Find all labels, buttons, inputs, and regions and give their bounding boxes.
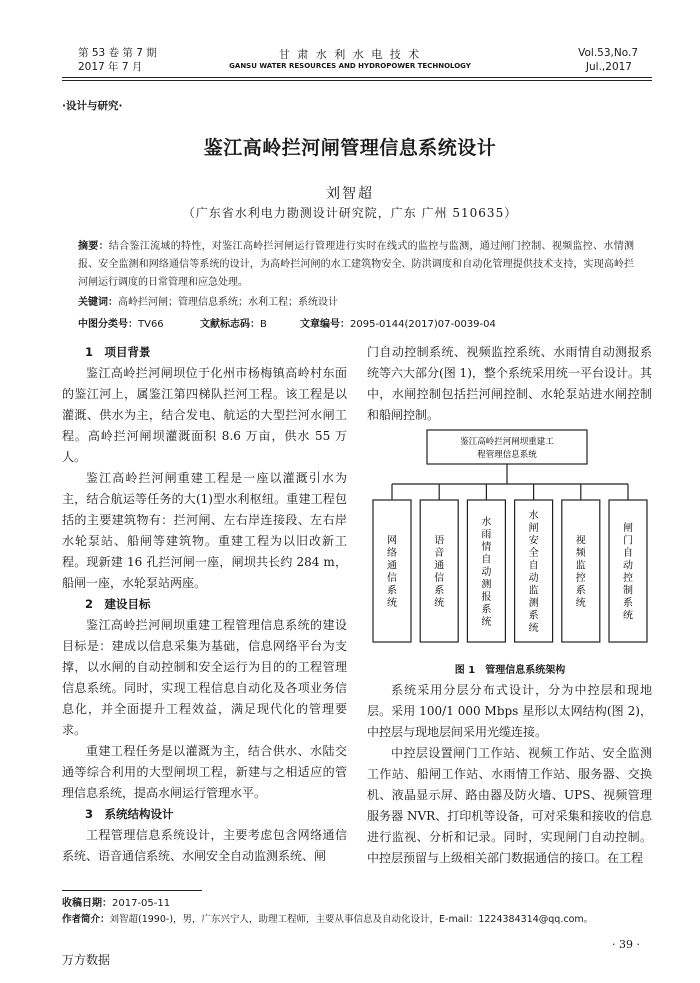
diagram-subsystem-label: 网络通信系统 [387, 535, 397, 609]
paragraph: 鉴江高岭拦河闸坝重建工程管理信息系统的建设目标是：建成以信息采集为基础，信息网络平台为支撑，以水闸的自动控制和安全运行为目的的工程管理信息系统。同时，实现工程信息自动化及各项业务信息化，并全面提升工程效益，满足现代化的管理要求。 [62, 618, 347, 737]
diagram-top-label-line2: 程管理信息系统 [477, 450, 537, 460]
author-bio [62, 912, 593, 928]
section-3-heading: 3 系统结构设计 [85, 807, 174, 821]
document-code [200, 318, 267, 332]
bio-label: 作者简介： [62, 914, 110, 925]
keywords-text: 高岭拦河闸；管理信息系统；水利工程；系统设计 [118, 297, 338, 308]
journal-title-cn: 甘 肃 水 利 水 电 技 术 [278, 48, 422, 61]
abstract [78, 238, 634, 292]
abstract-label: 摘要： [78, 241, 109, 252]
journal-title-en: GANSU WATER RESOURCES AND HYDROPOWER TECHNOLOGY [229, 62, 471, 70]
author-name: 刘智超 [326, 186, 374, 202]
diagram-subsystem-label: 水雨情自动测报系统 [481, 516, 492, 628]
diagram-subsystem-label: 水闸安全自动监测系统 [528, 510, 539, 634]
diagram-subsystem-label: 语音通信系统 [434, 535, 445, 609]
section-tag: ·设计与研究· [62, 100, 123, 112]
section-2-heading: 2 建设目标 [85, 597, 151, 611]
received-date [62, 896, 170, 912]
author-affiliation: （广东省水利电力勘测设计研究院，广东 广州 510635） [182, 206, 518, 220]
paragraph: 系统采用分层分布式设计，分为中控层和现地层。采用 100/1 000 Mbps 星形以太网结构(图 2)，中控层与现地层间采用光缆连接。 [367, 683, 652, 739]
header-rule [62, 77, 652, 78]
left-column [62, 342, 347, 867]
doc-code-value: B [260, 319, 267, 330]
article-title: 鉴江高岭拦河闸管理信息系统设计 [203, 137, 497, 159]
header-rule-2 [62, 80, 652, 81]
volume-issue-en: Vol.53,No.7 [578, 47, 638, 59]
right-column-top [367, 342, 652, 426]
article-number-label: 文章编号： [300, 319, 350, 330]
clc-label: 中图分类号： [78, 319, 138, 330]
section-1-heading: 1 项目背景 [85, 345, 151, 359]
keywords-label: 关键词： [78, 297, 118, 308]
footnote-rule [62, 890, 202, 891]
abstract-text: 结合鉴江流域的特性，对鉴江高岭拦河闸运行管理进行实时在线式的监控与监测，通过闸门控制、视频监控、水情测报、安全监测和网络通信等系统的设计，为高岭拦河闸的水工建筑物安全、防洪调度和自动化管理提供技术支持，实现高岭拦河闸运行调度的日常管理和应急处理。 [78, 241, 634, 288]
keywords [78, 296, 338, 310]
clc-number [78, 318, 164, 332]
diagram-subsystem-label: 视频监控系统 [575, 535, 586, 609]
figure-1-caption: 图 1 管理信息系统架构 [454, 665, 566, 676]
volume-issue-cn: 第 53 卷 第 7 期 [78, 47, 157, 59]
architecture-diagram [365, 422, 655, 652]
right-column-bottom [367, 680, 652, 869]
bio-value: 刘智超(1990-)，男，广东兴宁人，助理工程师，主要从事信息及自动化设计，E-mail：1224384314@qq.com。 [109, 914, 594, 925]
watermark: 万方数据 [62, 953, 111, 967]
paragraph: 鉴江高岭拦河闸坝位于化州市杨梅镇高岭村东面的鉴江河上，属鉴江第四梯队拦河工程。该工程是以灌溉、供水为主，结合发电、航运的大型拦河水闸工程。高岭拦河闸坝灌溉面积 8.6 万亩，供水 55 万人。 [62, 366, 347, 464]
diagram-subsystems [373, 484, 647, 642]
received-value: 2017-05-11 [112, 898, 171, 909]
paragraph: 门自动控制系统、视频监控系统、水雨情自动测报系统等六大部分(图 1)，整个系统采用统一平台设计。其中，水闸控制包括拦河闸控制、水轮泵站进水闸控制和船闸控制。 [367, 345, 652, 422]
diagram-top-label-line1: 鉴江高岭拦河闸坝重建工 [460, 437, 554, 447]
date-cn: 2017 年 7 月 [78, 61, 143, 73]
diagram-subsystem-label: 闸门自动控制系统 [623, 523, 633, 622]
paragraph: 重建工程任务是以灌溉为主，结合供水、水陆交通等综合利用的大型闸坝工程，新建与之相适应的管理信息系统，提高水闸运行管理水平。 [62, 744, 347, 800]
paragraph: 工程管理信息系统设计，主要考虑包含网络通信系统、语音通信系统、水闸安全自动监测系统、闸 [62, 828, 347, 863]
article-number [300, 318, 496, 332]
clc-value: TV66 [138, 319, 164, 330]
page-number: · 39 · [612, 938, 640, 951]
article-number-value: 2095-0144(2017)07-0039-04 [350, 319, 496, 330]
received-label: 收稿日期： [62, 898, 112, 909]
doc-code-label: 文献标志码： [200, 319, 260, 330]
paragraph: 中控层设置闸门工作站、视频工作站、安全监测工作站、船闸工作站、水雨情工作站、服务器、交换机、液晶显示屏、路由器及防火墙、UPS、视频管理服务器 NVR、打印机等设备，可对采集和接收的信息进行监视、分析和记录。同时，实现闸门自动控制。中控层预留与上级相关部门数据通信的接口。在工程 [367, 746, 652, 865]
paragraph: 鉴江高岭拦河闸重建工程是一座以灌溉引水为主，结合航运等任务的大(1)型水利枢纽。重建工程包括的主要建筑物有：拦河闸、左右岸连接段、左右岸水轮泵站、船闸等建筑物。重建工程为以旧改新工程。现新建 16 孔拦河闸一座，闸坝共长约 284 m，船闸一座，水轮泵站两座。 [62, 471, 347, 590]
date-en: Jul.,2017 [585, 61, 632, 73]
